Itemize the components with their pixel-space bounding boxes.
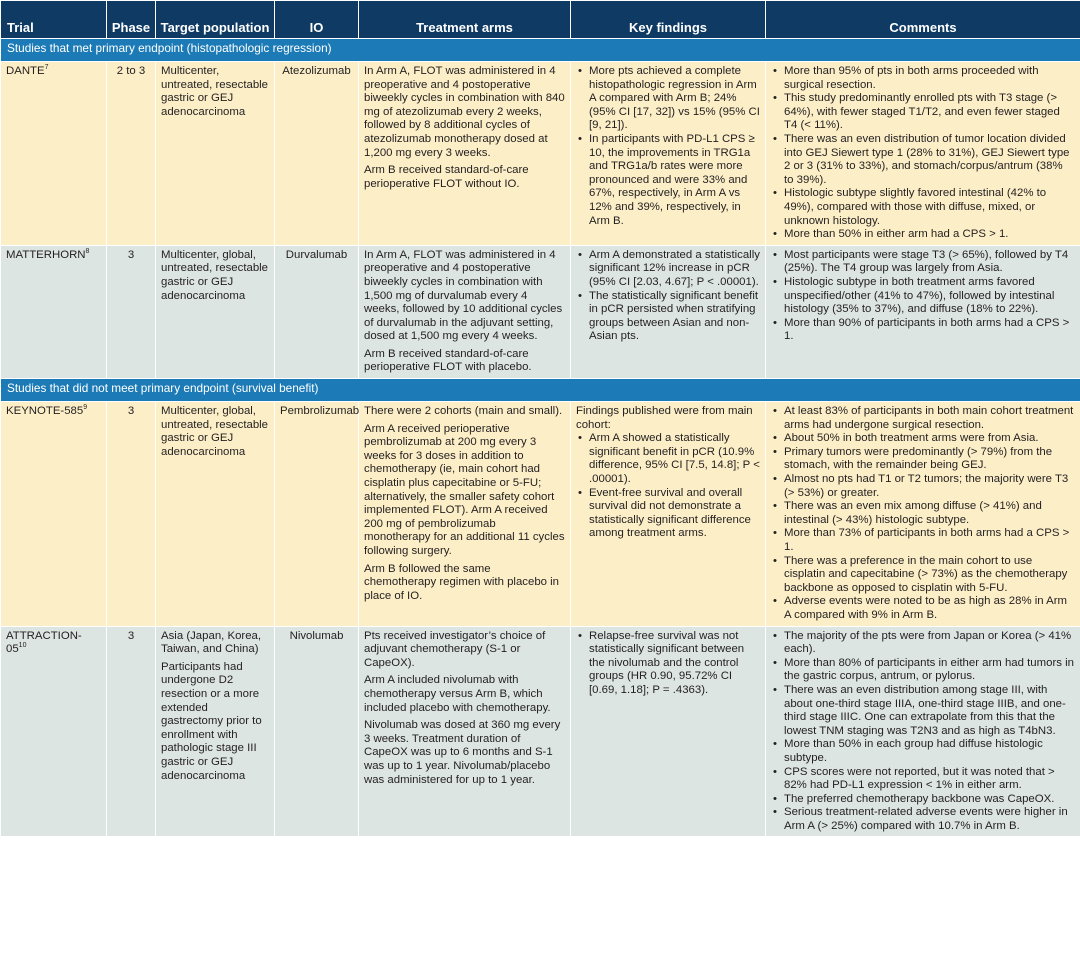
header-phase: Phase [107,1,156,39]
treatment-paragraph: Pts received investigator’s choice of adjuvant chemotherapy (S-1 or CapeOX). [364,629,546,669]
cell-comments [766,245,1080,378]
population-paragraph: Multicenter, global, untreated, resectable gastric or GEJ adenocarcinoma [161,405,269,458]
cell-target-population [156,62,275,246]
trial-name: KEYNOTE-585 [6,405,84,418]
comment-item: • CPS scores were not reported, but it was noted that > 82% had PD-L1 expression < 1% in either arm. [784,766,1075,793]
trial-name: MATTERHORN [6,248,86,261]
cell-target-population [156,245,275,378]
comment-item: • At least 83% of participants in both main cohort treatment arms had undergone surgical resection. [784,405,1075,432]
section-title: Studies that met primary endpoint (histopathologic regression) [1,39,1080,62]
findings-list [576,65,760,228]
cell-phase: 3 [107,402,156,627]
table-body [1,39,1080,837]
comments-list [771,630,1075,834]
findings-list [576,630,760,698]
header-target-population: Target population [156,1,275,39]
finding-item: • Arm A demonstrated a statistically significant 12% increase in pCR (95% CI [2.03, 4.67]; P < .00001). [589,249,760,290]
comment-item: • Most participants were stage T3 (> 65%), followed by T4 (25%). The T4 group was largely from Asia. [784,249,1075,276]
treatment-paragraph: Arm A received perioperative pembrolizumab at 200 mg every 3 weeks for 3 doses in addition to chemotherapy (ie, main cohort had cisplatin plus capecitabine or 5-FU; alternatively, the smaller safety cohort implemented FLOT). Arm A received 200 mg of pembrolizumab monotherapy for an additional 11 cycles following surgery. [364,422,565,557]
cell-phase: 3 [107,245,156,378]
comment-item: • More than 95% of pts in both arms proceeded with surgical resection. [784,65,1075,92]
comment-item: • More than 90% of participants in both arms had a CPS > 1. [784,317,1075,344]
finding-item: • More pts achieved a complete histopathologic regression in Arm A compared with Arm B; 24% (95% CI [17, 32]) vs 15% (95% CI [9, 21]). [589,65,760,133]
cell-comments [766,402,1080,627]
trial-name: ATTRACTION-05 [6,629,82,656]
cell-io: Durvalumab [275,245,359,378]
cell-treatment-arms [359,62,571,246]
treatment-paragraph: In Arm A, FLOT was administered in 4 preoperative and 4 postoperative biweekly cycles in combination with 1,500 mg of durvalumab every 4 weeks, followed by 10 additional cycles of durvalumab in the adjuvant setting, dosed at 1,500 mg every 4 weeks. [364,248,563,343]
comment-item: • This study predominantly enrolled pts with T3 stage (> 64%), with fewer staged T1/T2, and even fewer staged T4 (< 11%). [784,92,1075,133]
treatment-paragraph: In Arm A, FLOT was administered in 4 preoperative and 4 postoperative biweekly cycles in combination with 840 mg of atezolizumab every 2 weeks, followed by 8 additional cycles of atezolizumab monotherapy dosed at 1,200 mg every 3 weeks. [364,65,565,159]
treatment-paragraph: Arm B received standard-of-care perioperative FLOT with placebo. [364,347,532,374]
header-key-findings: Key findings [571,1,766,39]
comments-list [771,65,1075,242]
header-io: IO [275,1,359,39]
cell-io: Nivolumab [275,626,359,837]
cell-key-findings [571,402,766,627]
finding-item: • Arm A showed a statistically significant benefit in pCR (10.9% difference, 95% CI [7.5, 14.8]; P < .00001). [589,432,760,486]
cell-key-findings [571,62,766,246]
comment-item: • More than 50% in either arm had a CPS > 1. [784,228,1075,242]
comment-item: • About 50% in both treatment arms were from Asia. [784,432,1075,446]
comment-item: • More than 80% of participants in either arm had tumors in the gastric corpus, antrum, or pylorus. [784,657,1075,684]
cell-phase: 3 [107,626,156,837]
population-paragraph: Multicenter, global, untreated, resectable gastric or GEJ adenocarcinoma [161,248,269,302]
cell-trial [1,245,107,378]
table-row [1,626,1080,837]
comments-list [771,405,1075,623]
comment-item: • Primary tumors were predominantly (> 79%) from the stomach, with the remainder being GEJ. [784,446,1075,473]
comment-item: • There was an even distribution of tumor location divided into GEJ Siewert type 1 (28% to 31%), GEJ Siewert type 2 or 3 (31% to 33%), and stomach/corpus/antrum (38% to 39%). [784,133,1075,187]
cell-treatment-arms [359,245,571,378]
header-row [1,1,1080,39]
table-row [1,245,1080,378]
treatment-paragraph: Arm A included nivolumab with chemotherapy versus Arm B, which included placebo with chemotherapy. [364,674,551,714]
cell-key-findings [571,245,766,378]
section-title: Studies that did not meet primary endpoint (survival benefit) [1,379,1080,402]
trial-reference: 7 [44,64,49,72]
comment-item: • There was a preference in the main cohort to use cisplatin and capecitabine (> 73%) as the chemotherapy backbone as opposed to cisplatin with 5-FU. [784,555,1075,596]
comment-item: • Histologic subtype slightly favored intestinal (42% to 49%), compared with those with diffuse, mixed, or unknown histology. [784,187,1075,228]
cell-trial [1,626,107,837]
cell-key-findings [571,626,766,837]
comment-item: • Histologic subtype in both treatment arms favored unspecified/other (41% to 47%), followed by intestinal histology (35% to 37%), and diffuse (18% to 22%). [784,276,1075,317]
table-row [1,62,1080,246]
table-row [1,402,1080,627]
trial-reference: 8 [85,247,90,255]
trial-name: DANTE [6,65,45,77]
header-comments: Comments [766,1,1080,39]
comment-item: • More than 50% in each group had diffuse histologic subtype. [784,738,1075,765]
cell-treatment-arms [359,402,571,627]
cell-trial [1,62,107,246]
cell-io: Pembrolizumab [275,402,359,627]
finding-item: • In participants with PD-L1 CPS ≥ 10, the improvements in TRG1a and TRG1a/b rates were more pronounced and were 33% and 67%, respectively, in Arm A vs 12% and 39%, respectively, in Arm B. [589,133,760,228]
cell-phase: 2 to 3 [107,62,156,246]
treatment-paragraph: Arm B followed the same chemotherapy regimen with placebo in place of IO. [364,562,560,602]
findings-list [576,432,760,541]
comment-item: • The preferred chemotherapy backbone was CapeOX. [784,793,1075,807]
finding-item: • The statistically significant benefit in pCR persisted when stratifying groups between Asian and non-Asian pts. [589,290,760,344]
section-header-row [1,379,1080,402]
finding-item: • Relapse-free survival was not statistically significant between the nivolumab and the control groups (HR 0.90, 95.72% CI [0.69, 1.18]; P = .4363). [589,630,760,698]
comment-item: • Adverse events were noted to be as high as 28% in Arm A compared with 9% in Arm B. [784,595,1075,622]
cell-comments [766,62,1080,246]
comment-item: • More than 73% of participants in both arms had a CPS > 1. [784,527,1075,554]
comment-item: • Almost no pts had T1 or T2 tumors; the majority were T3 (> 53%) or greater. [784,473,1075,500]
cell-treatment-arms [359,626,571,837]
trial-reference: 10 [18,642,27,650]
cell-target-population [156,402,275,627]
header-treatment-arms: Treatment arms [359,1,571,39]
cell-io: Atezolizumab [275,62,359,246]
comment-item: • There was an even distribution among stage III, with about one-third stage IIIA, one-third stage IIIB, and one-third stage IIIC. One can extrapolate from this that the lowest TNM staging was T2N3 and as high as T4bN3. [784,684,1075,738]
population-paragraph: Participants had undergone D2 resection or a more extended gastrectomy prior to enrollment with pathologic stage III gastric or GEJ adenocarcinoma [161,660,262,782]
comment-item: • There was an even mix among diffuse (> 41%) and intestinal (> 43%) histologic subtype. [784,500,1075,527]
finding-item: • Event-free survival and overall survival did not demonstrate a statistically significant difference among treatment arms. [589,487,760,541]
cell-trial [1,402,107,627]
population-paragraph: Asia (Japan, Korea, Taiwan, and China) [161,629,262,656]
findings-intro: Findings published were from main cohort: [576,405,753,431]
treatment-paragraph: There were 2 cohorts (main and small). [364,405,563,418]
trial-reference: 9 [83,404,88,412]
comment-item: • Serious treatment-related adverse events were higher in Arm A (> 25%) compared with 10.7% in Arm B. [784,806,1075,833]
header-trial: Trial [1,1,107,39]
comments-list [771,249,1075,344]
treatment-paragraph: Arm B received standard-of-care perioperative FLOT without IO. [364,164,529,190]
cell-target-population [156,626,275,837]
findings-list [576,249,760,344]
cell-comments [766,626,1080,837]
treatment-paragraph: Nivolumab was dosed at 360 mg every 3 weeks. Treatment duration of CapeOX was up to 6 months and S-1 was up to 1 year. Nivolumab/placebo was administered for up to 1 year. [364,719,561,786]
comment-item: • The majority of the pts were from Japan or Korea (> 41% each). [784,630,1075,657]
section-header-row [1,39,1080,62]
population-paragraph: Multicenter, untreated, resectable gastric or GEJ adenocarcinoma [161,65,269,118]
